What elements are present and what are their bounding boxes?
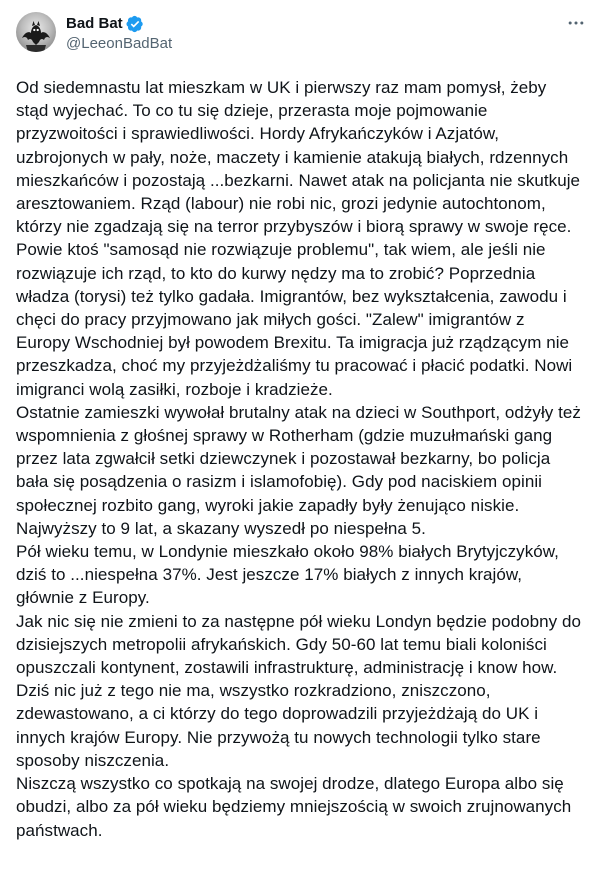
display-name[interactable]: Bad Bat bbox=[66, 15, 123, 32]
handle[interactable]: @LeeonBadBat bbox=[66, 35, 173, 52]
bat-avatar-icon[interactable] bbox=[16, 12, 56, 52]
verified-badge-icon[interactable] bbox=[126, 15, 144, 33]
name-row bbox=[66, 14, 172, 34]
tweet-text: Od siedemnastu lat mieszkam w UK i pierwszy raz mam pomysł, żeby stąd wyjechać. To co tu się dzieje, przerasta moje pojmowanie przyzwoitości i sprawiedliwości. Hordy Afrykańczyków i Azjatów, uzbrojonych w pały, noże, maczety i kamienie atakują białych, rdzennych mieszkańców i pozostają ...bezkarni. Nawet atak na policjanta nie skutkuje aresztowaniem. Rząd (labour) nie robi nic, grozi jedynie autochtonom, którzy nie zgadzają się na terror przybyszów i biorą sprawy w swoje ręce. Powie ktoś "samosąd nie rozwiązuje problemu", tak wiem, ale jeśli nie rozwiązuje ich rząd, to kto do kurwy nędzy ma to zrobić? Poprzednia władza (torysi) też tylko gadała. Imigrantów, bez wykształcenia, zawodu i chęci do pracy przyjmowano jak miłych gości. "Zalew" imigrantów z Europy Wschodniej był powodem Brexitu. Ta imigracja już rządzącym nie przeszkadza, choć my przyjeżdżaliśmy tu pracować i płacić podatki. Nowi imigranci wolą zasiłki, rozboje i kradzieże. Ostatnie zamieszki wywołał brutalny atak na dzieci w Southport, odżyły też wspomnienia z głośnej sprawy w Rotherham (gdzie muzułmański gang przez lata zgwałcił setki dziewczynek i pozostawał bezkarny, bo policja bała się posądzenia o rasizm i islamofobię). Gdy pod naciskiem opinii społecznej rozbito gang, wyroki jakie zapadły były żenująco niskie. Najwyższy to 9 lat, a skazany wyszedł po niespełna 5. Pół wieku temu, w Londynie mieszkało około 98% białych Brytyjczyków, dziś to ...niespełna 37%. Jest jeszcze 17% białych z innych krajów, głównie z Europy. Jak nic się nie zmieni to za następne pół wieku Londyn będzie podobny do dzisiejszych metropolii afrykańskich. Gdy 50-60 lat temu biali koloniści opuszczali kontynent, zostawili infrastrukturę, administrację i know how. Dziś nic już z tego nie ma, wszystko rozkradziono, zniszczono, zdewastowano, a ci którzy do tego doprowadzili przyjeżdżają do UK i innych krajów Europy. Nie przywożą tu nowych technologii tylko stare sposoby niszczenia. Niszczą wszystko co spotkają na swojej drodze, dlatego Europa albo się obudzi, albo za pół wieku będziemy mniejszością w swoich zrujnowanych państwach. bbox=[16, 78, 581, 840]
tweet-header bbox=[16, 12, 585, 68]
more-horizontal-icon[interactable] bbox=[561, 8, 591, 38]
author-names bbox=[66, 12, 172, 54]
